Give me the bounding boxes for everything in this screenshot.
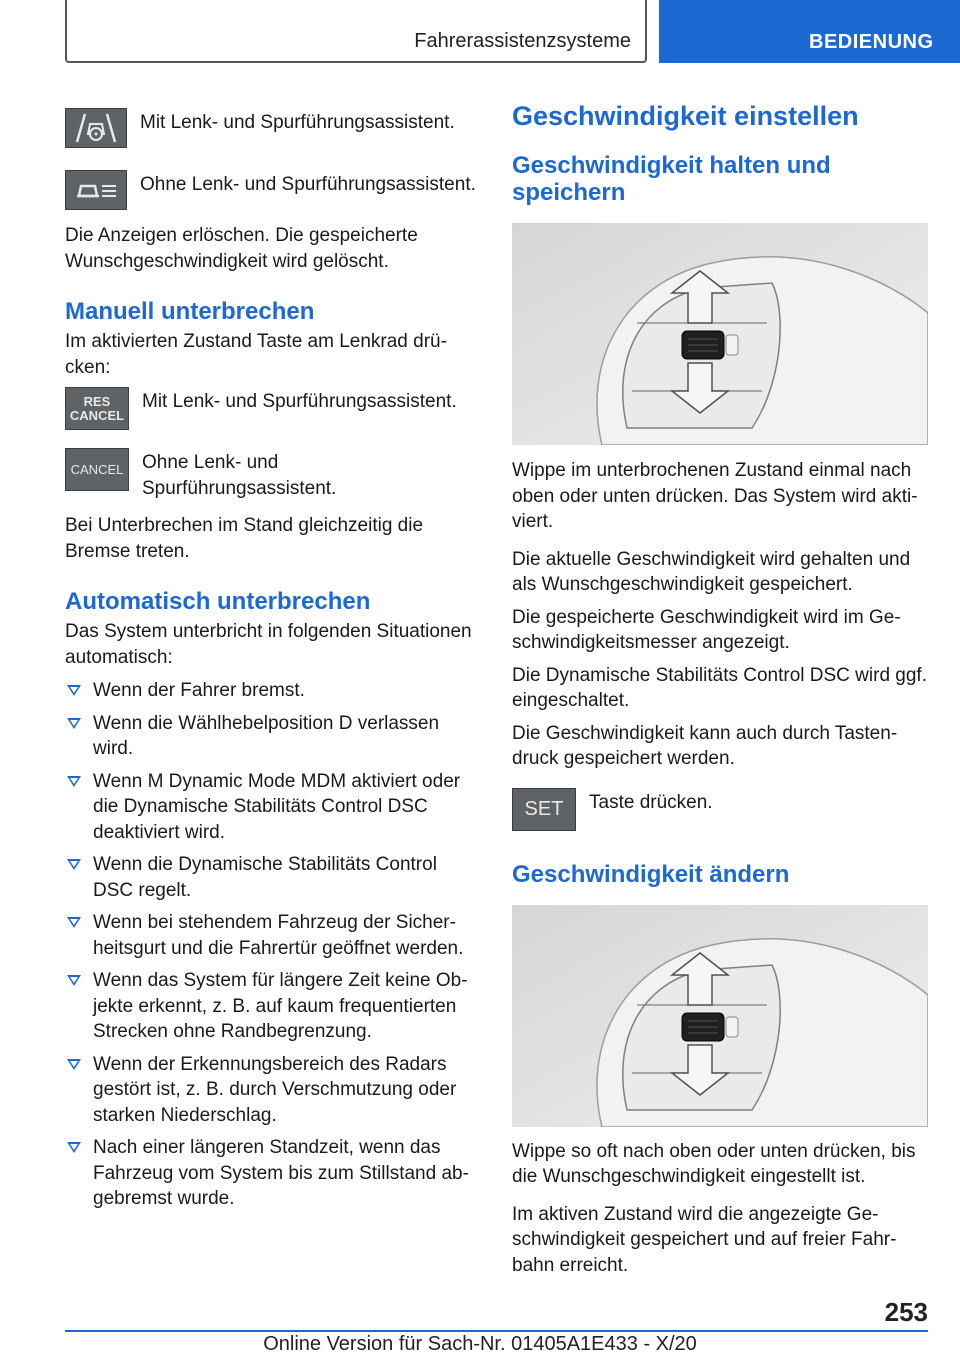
icon-row-text: Taste drücken. — [589, 791, 713, 813]
set-button-icon — [512, 788, 576, 831]
heading-auto-interrupt: Automatisch unterbrechen — [65, 588, 371, 615]
steering-wheel-rocker-image — [512, 905, 928, 1127]
heading-set-speed: Geschwindigkeit einstellen — [512, 101, 859, 131]
icon-row-distance — [65, 170, 477, 210]
icon-label-cancel: CANCEL — [69, 407, 125, 423]
triangle-bullet-icon — [67, 1059, 81, 1070]
icon-row-cancel — [65, 448, 477, 501]
paragraph-auto: Das System unterbricht in folgenden Situationen automatisch: — [65, 621, 472, 668]
paragraph-speed-held: Die aktuelle Geschwindigkeit wird gehalten und als Wunschgeschwindigkeit gespeichert. — [512, 548, 911, 595]
list-item — [65, 852, 477, 903]
list-item-text: Wenn der Fahrer bremst. — [93, 680, 305, 701]
paragraph-rocker-activate: Wippe im unterbrochenen Zustand einmal nach oben oder unten drücken. Das System wird aktiviert. — [512, 460, 918, 532]
car-distance-icon — [65, 170, 127, 210]
triangle-bullet-icon — [67, 718, 81, 729]
list-item-text: Wenn die Dynamische Stabilitäts Control DSC regelt. — [93, 854, 437, 901]
list-item-text: Wenn das System für längere Zeit keine Objekte erkennt, z. B. auf kaum frequentierten Strecken ohne Randbegrenzung. — [93, 970, 468, 1042]
paragraph-brake: Bei Unterbrechen im Stand gleichzeitig die Bremse treten. — [65, 515, 424, 562]
icon-label-set: SET — [524, 797, 564, 820]
res-cancel-button-icon — [65, 387, 129, 430]
list-item — [65, 968, 477, 1045]
triangle-bullet-icon — [67, 975, 81, 986]
heading-change-speed: Geschwindigkeit ändern — [512, 860, 790, 888]
icon-row-text: Mit Lenk- und Spurführungsassistent. — [142, 391, 457, 412]
heading-manual-interrupt: Manuell unterbrechen — [65, 298, 315, 325]
paragraph-dsc: Die Dynamische Stabilitäts Control DSC wird ggf. eingeschaltet. — [512, 664, 927, 711]
icon-label-res: RES — [83, 393, 111, 409]
section-tab[interactable]: BEDIENUNG — [659, 0, 960, 63]
chapter-title: Fahrerassistenzsysteme — [414, 30, 631, 52]
triangle-bullet-icon — [67, 859, 81, 870]
condition-list — [65, 678, 477, 1212]
list-item — [65, 678, 477, 704]
heading-hold-speed: Geschwindigkeit halten und speichern — [512, 152, 831, 206]
list-item-text: Nach einer längeren Standzeit, wenn das Fahrzeug vom System bis zum Stillstand abgebremst wurde. — [93, 1137, 469, 1209]
header-frame — [65, 0, 647, 63]
icon-row-lane-assist — [65, 108, 477, 148]
left-column — [65, 96, 477, 1219]
icon-label-cancel: CANCEL — [70, 462, 124, 477]
triangle-bullet-icon — [67, 917, 81, 928]
paragraph-button-save: Die Geschwindigkeit kann auch durch Tastendruck gespeichert werden. — [512, 722, 898, 769]
icon-row-text: Ohne Lenk- und Spurführungsassistent. — [140, 174, 476, 195]
icon-row-set — [512, 788, 928, 831]
list-item-text: Wenn bei stehendem Fahrzeug der Sicherheitsgurt und die Fahrertür geöffnet werden. — [93, 912, 464, 959]
list-item — [65, 910, 477, 961]
footer-divider — [65, 1330, 928, 1332]
triangle-bullet-icon — [67, 1142, 81, 1153]
paragraph-speedometer: Die gespeicherte Geschwindigkeit wird im Geschwindigkeitsmesser angezeigt. — [512, 606, 901, 653]
list-item-text: Wenn der Erkennungsbereich des Radars gestört ist, z. B. durch Verschmutzung oder starken Niederschlag. — [93, 1053, 457, 1126]
paragraph-active-state: Im aktiven Zustand wird die angezeigte Geschwindigkeit gespeichert und auf freier Fahrbahn erreicht. — [512, 1203, 897, 1276]
list-item — [65, 711, 477, 762]
cancel-button-icon — [65, 448, 129, 491]
paragraph-display-off: Die Anzeigen erlöschen. Die gespeicherte Wunschgeschwindigkeit wird gelöscht. — [65, 225, 418, 272]
icon-row-res-cancel — [65, 387, 477, 430]
paragraph-rocker-adjust: Wippe so oft nach oben oder unten drücken, bis die Wunschgeschwindigkeit eingestellt ist. — [512, 1140, 916, 1187]
list-item-text: Wenn M Dynamic Mode MDM aktiviert oder die Dynamische Stabilitäts Control DSC deaktiviert wird. — [93, 770, 461, 843]
list-item-text: Wenn die Wählhebelposition D verlassen wird. — [93, 712, 440, 759]
icon-row-text: Mit Lenk- und Spurführungsassistent. — [140, 112, 455, 133]
paragraph-manual: Im aktivierten Zustand Taste am Lenkrad drücken: — [65, 331, 447, 378]
list-item — [65, 1052, 477, 1129]
triangle-bullet-icon — [67, 685, 81, 696]
right-column — [512, 100, 928, 1278]
steering-wheel-rocker-image — [512, 223, 928, 445]
triangle-bullet-icon — [67, 776, 81, 787]
icon-row-text: Ohne Lenk- und Spurführungsassistent. — [142, 452, 337, 499]
list-item — [65, 769, 477, 846]
page-number: 253 — [884, 1297, 928, 1327]
footer-version-text: Online Version für Sach-Nr. 01405A1E433 - X/20 — [263, 1333, 697, 1355]
lane-assist-steering-icon — [65, 108, 127, 148]
list-item — [65, 1135, 477, 1212]
